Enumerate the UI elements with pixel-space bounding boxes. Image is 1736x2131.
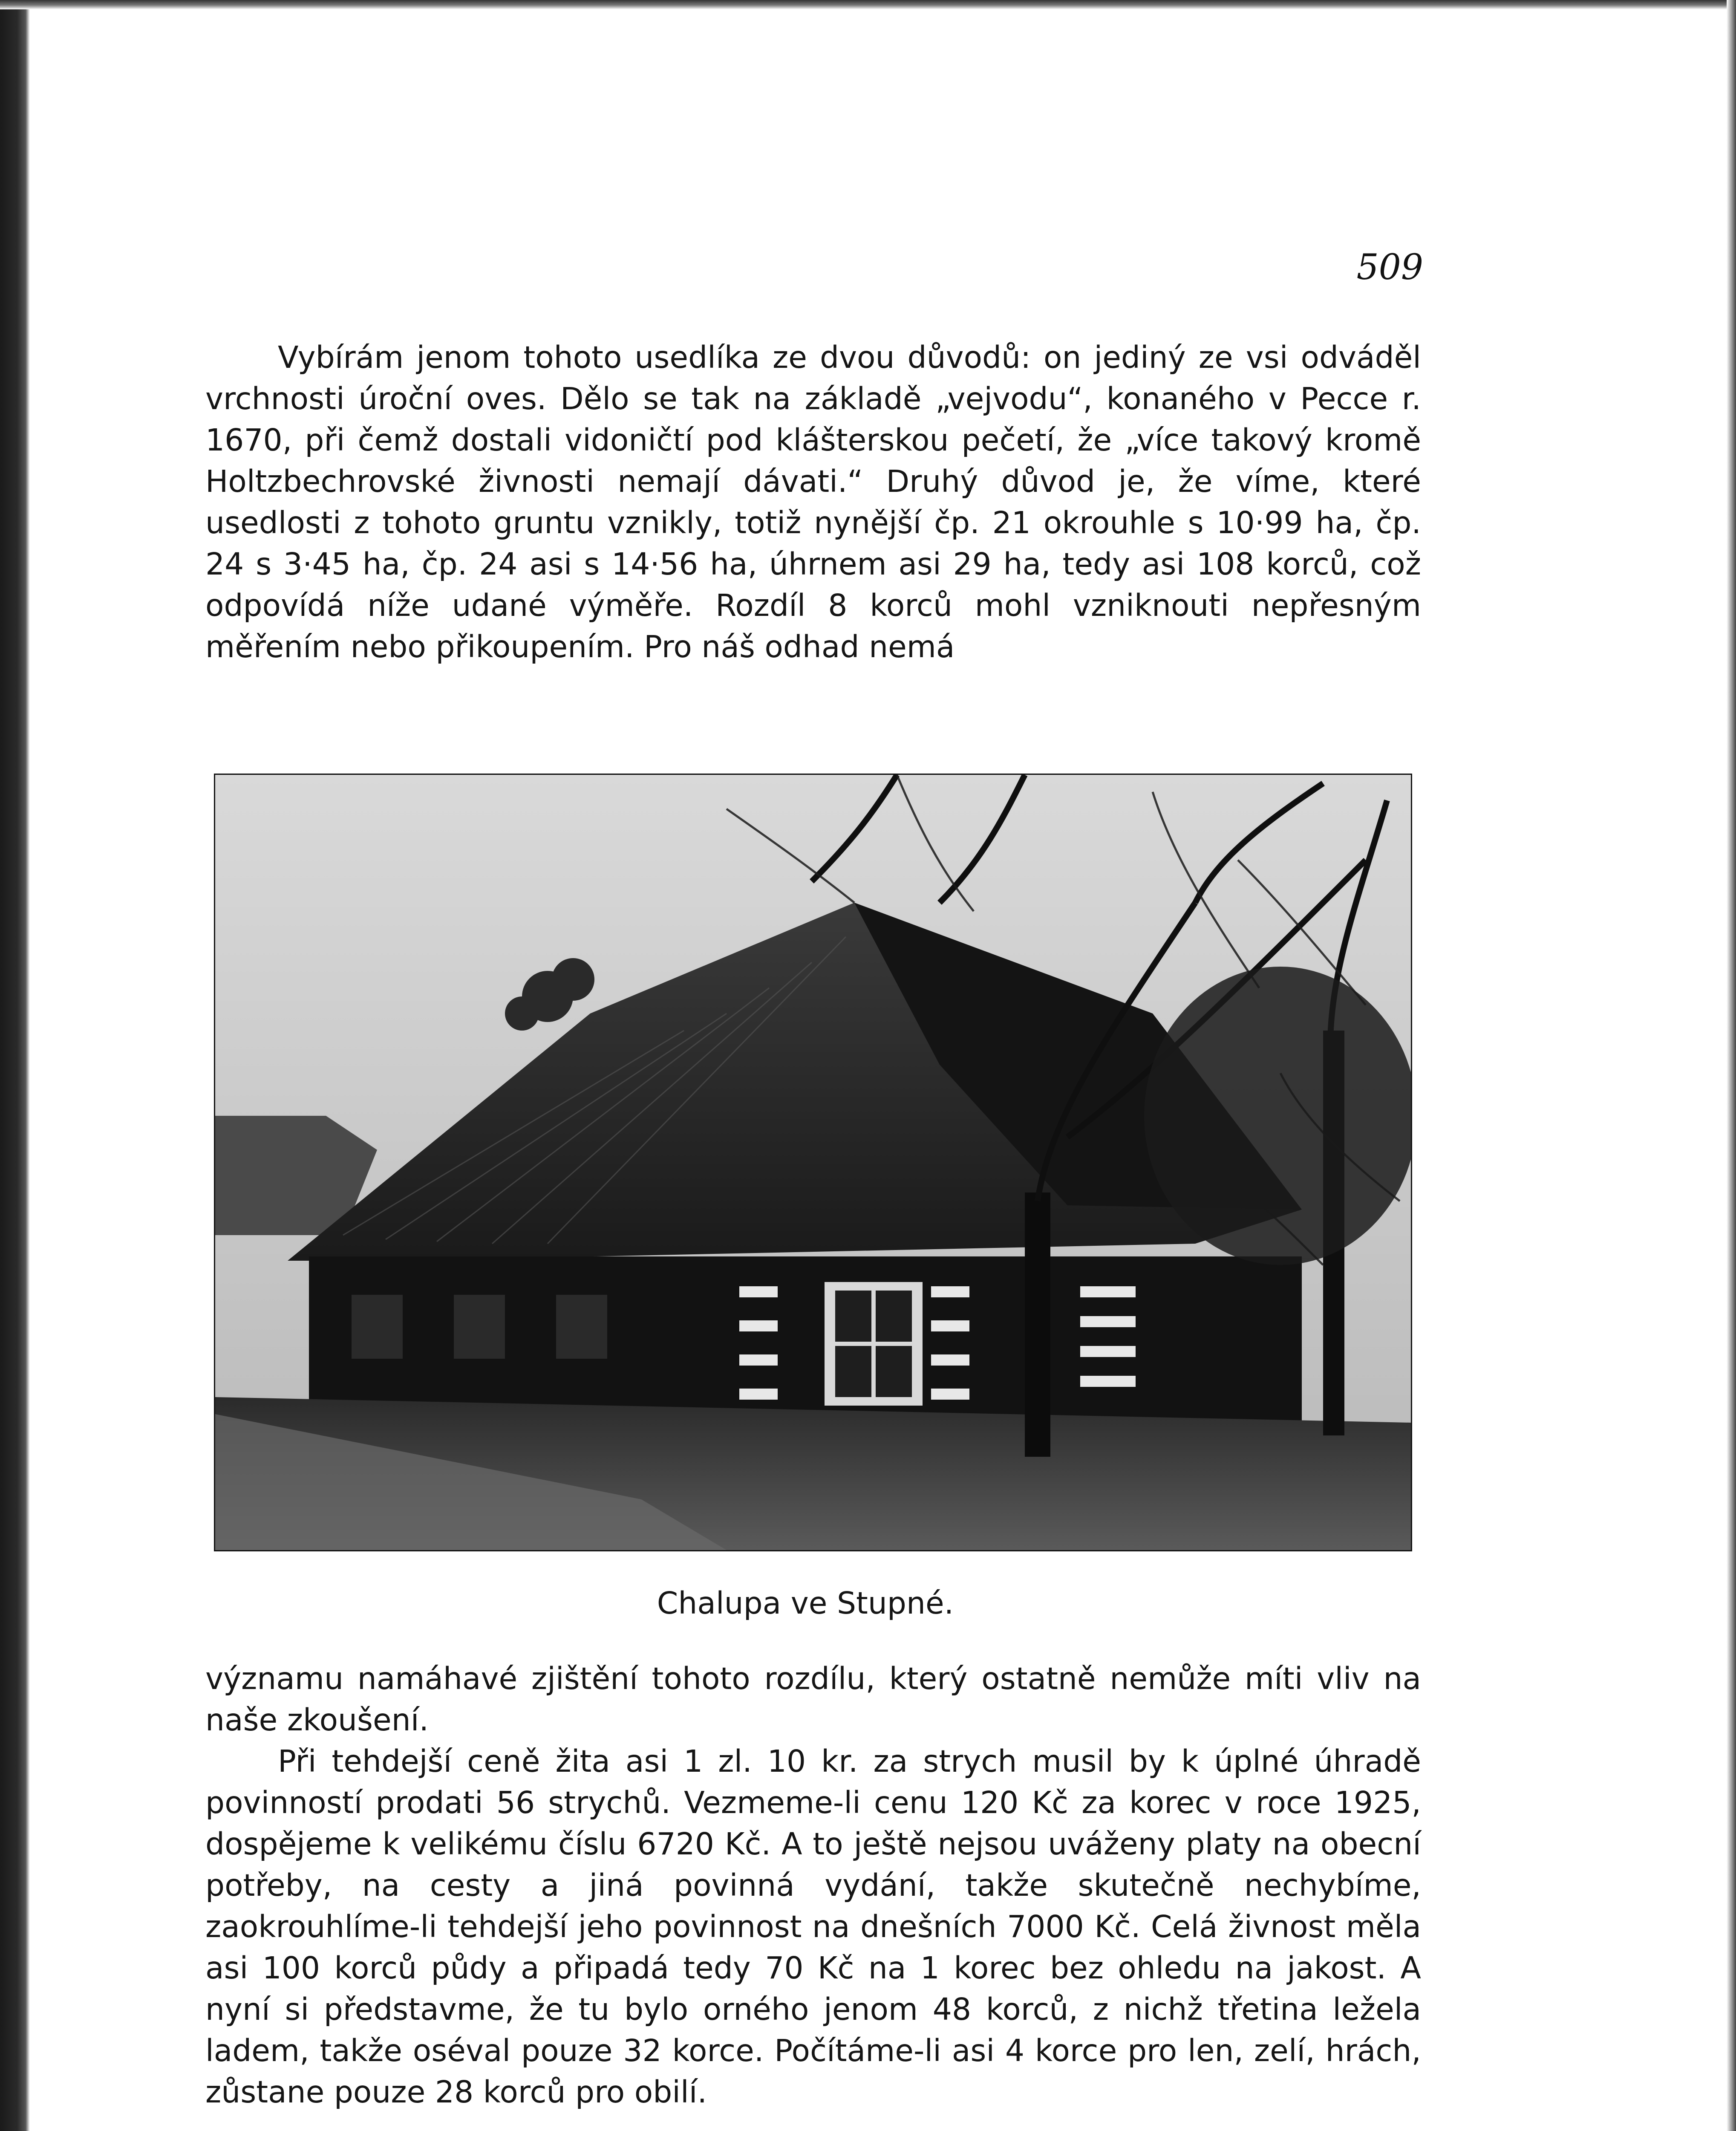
paragraph: Vybírám jenom tohoto usedlíka ze dvou důvodů: on jediný ze vsi odváděl vrchnosti úroční oves. Dělo se tak na základě „vejvodu“, konaného v Pecce r. 1670, při čemž dostali vidoničtí pod klášterskou pečetí, že „více takový kromě Holtzbechrovské živnosti nemají dávati.“ Druhý důvod je, že víme, které usedlosti z tohoto gruntu vznikly, totiž nynější čp. 21 okrouhle s 10·99 ha, čp. 24 s 3·45 ha, čp. 24 asi s 14·56 ha, úhrnem asi 29 ha, tedy asi 108 korců, což odpovídá níže udané výměře. Rozdíl 8 korců mohl vzniknouti nepřesným měřením nebo přikoupením. Pro náš odhad nemá: [205, 340, 1421, 664]
paragraph: významu namáhavé zjištění tohoto rozdílu, který ostatně nemůže míti vliv na naše zkoušení.: [205, 1661, 1421, 1738]
scan-edge-right: [1727, 0, 1736, 2131]
page-number: 509: [1356, 247, 1423, 288]
scan-edge-top: [0, 0, 1736, 9]
cottage-photo: [214, 774, 1412, 1551]
figure-caption: Chalupa ve Stupné.: [657, 1585, 954, 1621]
scan-edge-left: [0, 0, 30, 2131]
text-block-top: [205, 337, 1421, 667]
text-block-bottom: [205, 1658, 1421, 2113]
paragraph: Při tehdejší ceně žita asi 1 zl. 10 kr. za strych musil by k úplné úhradě povinností prodati 56 strychů. Vezmeme-li cenu 120 Kč za korec v roce 1925, dospějeme k velikému číslu 6720 Kč. A to ještě nejsou uváženy platy na obecní potřeby, na cesty a jiná povinná vydání, takže skutečně nechybíme, zaokrouhlíme-li tehdejší jeho povinnost na dnešních 7000 Kč. Celá živnost měla asi 100 korců půdy a připadá tedy 70 Kč na 1 korec bez ohledu na jakost. A nyní si představme, že tu bylo orného jenom 48 korců, z nichž třetina ležela ladem, takže oséval pouze 32 korce. Počítáme-li asi 4 korce pro len, zelí, hrách, zůstane pouze 28 korců pro obilí.: [205, 1744, 1421, 2110]
